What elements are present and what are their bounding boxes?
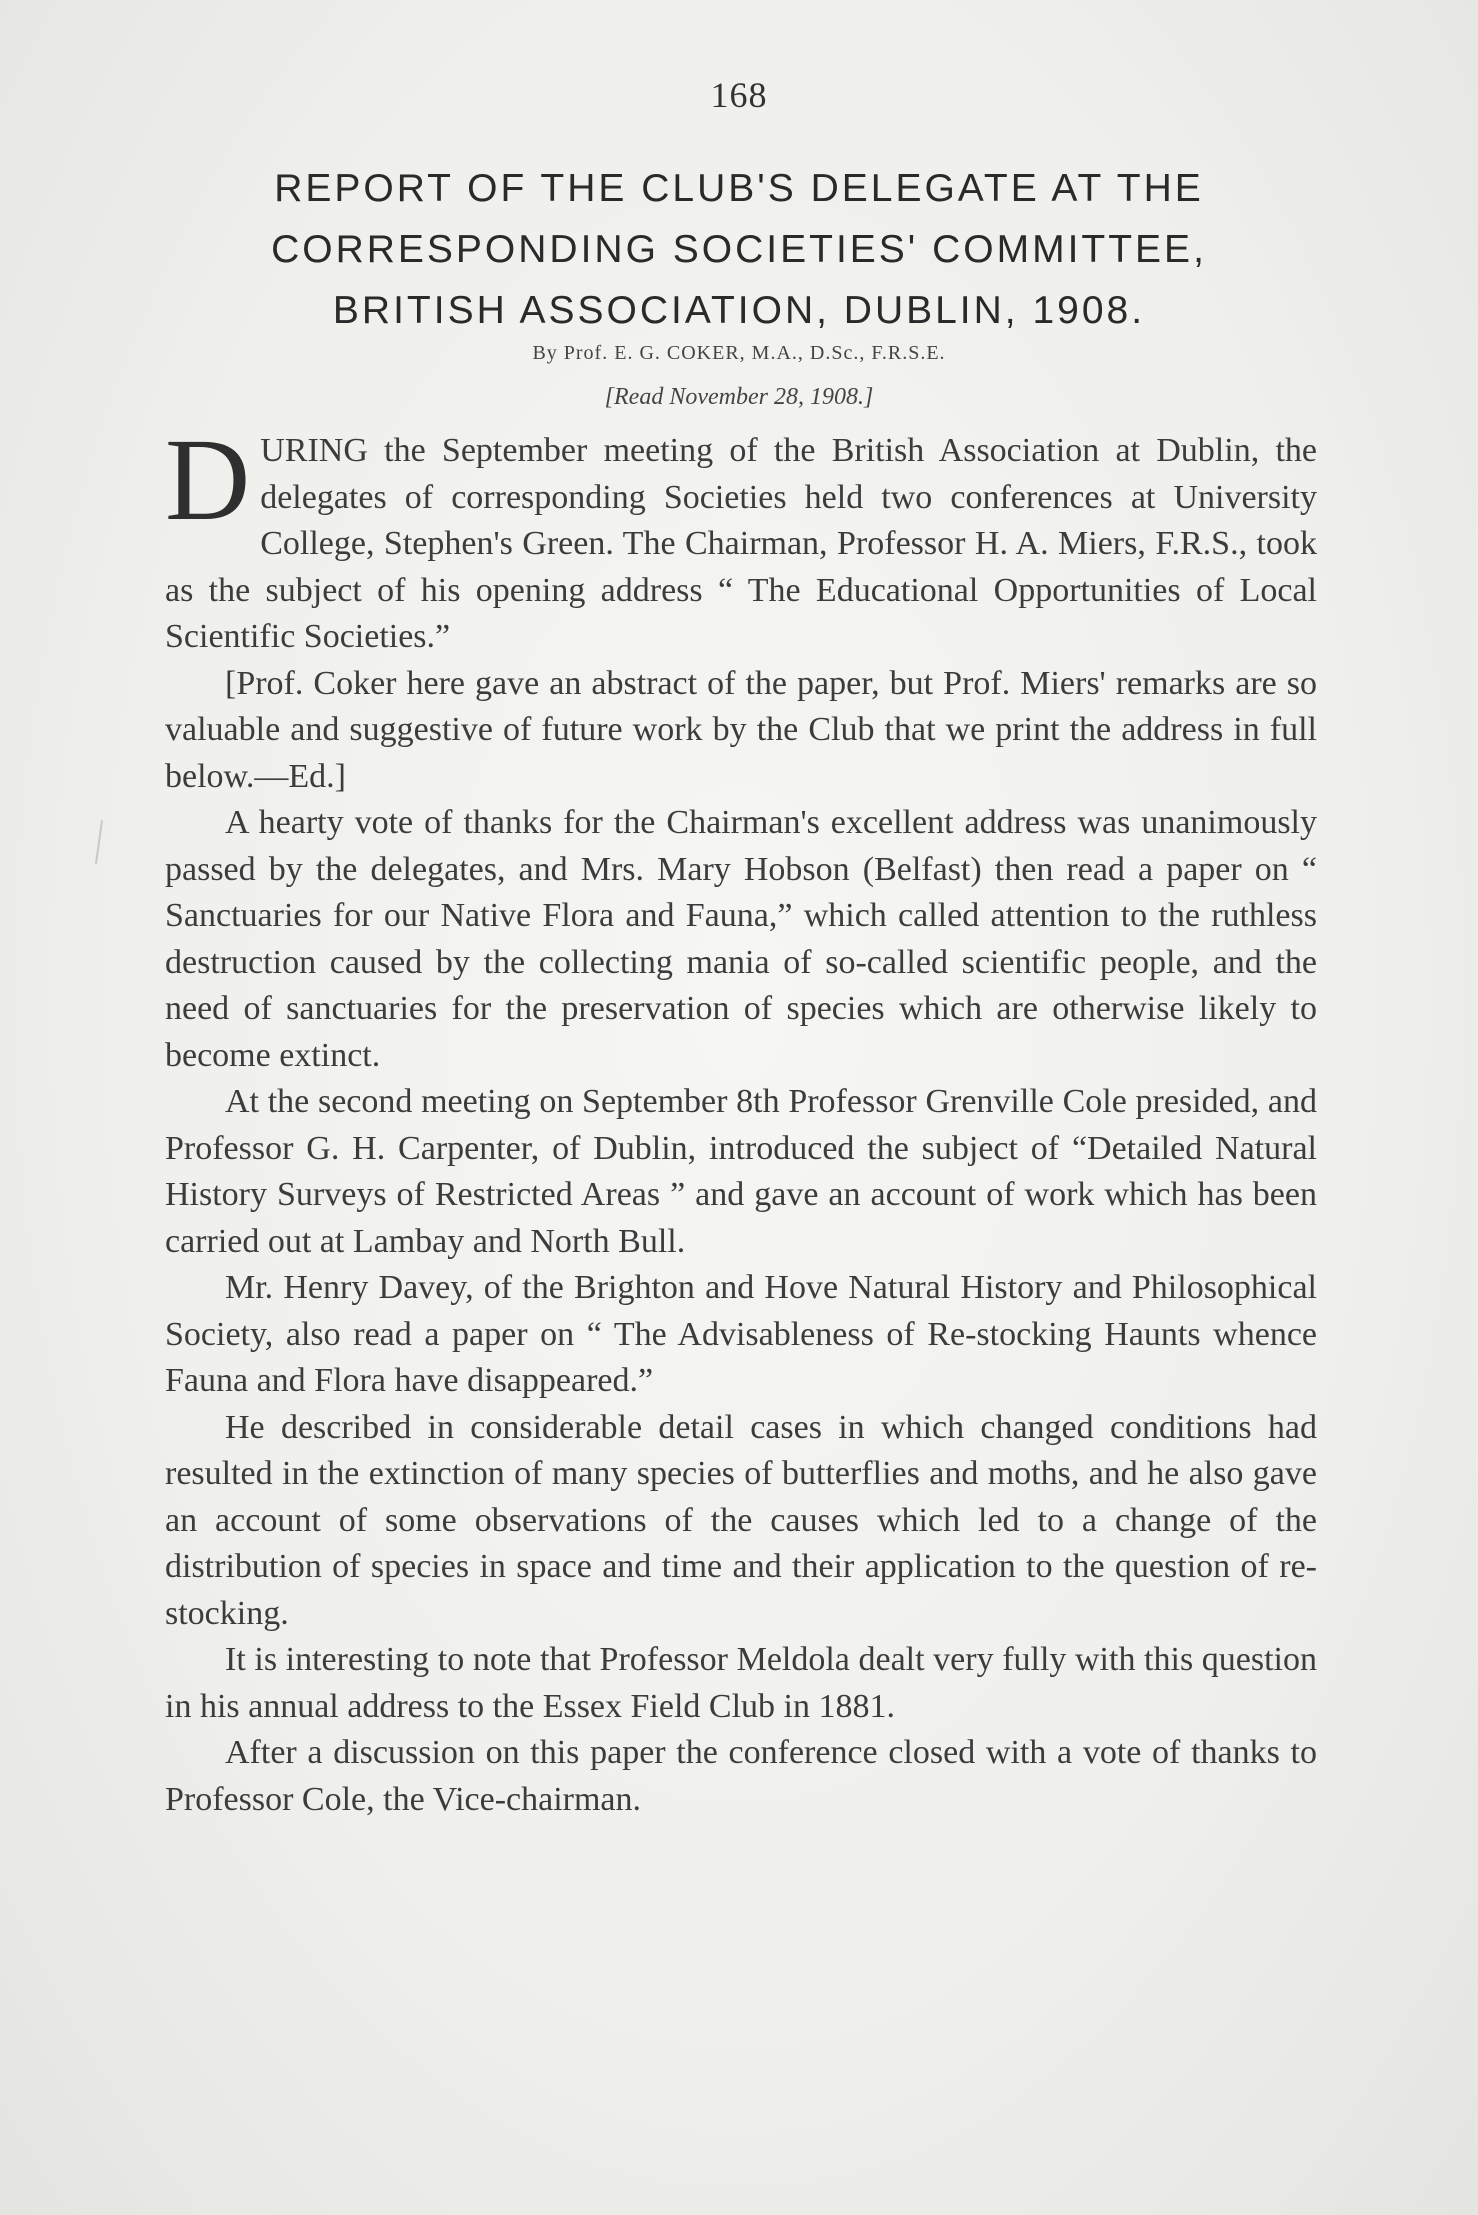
- paragraph-7: It is interesting to note that Professor Meldola dealt very fully with this question in his annual address to the Essex Field Club in 1881.: [165, 1641, 1317, 1725]
- paragraph-2: [Prof. Coker here gave an abstract of the paper, but Prof. Miers' remarks are so valuable and suggestive of future work by the Club that we print the address in full below.—Ed.]: [165, 664, 1317, 795]
- paragraph-4: At the second meeting on September 8th Professor Grenville Cole presided, and Professor G. H. Carpenter, of Dublin, introduced the subject of “Detailed Natural History Surveys of Restricted Areas ” and gave an account of work which has been carried out at Lambay and North Bull.: [165, 1083, 1317, 1260]
- paragraph-3: A hearty vote of thanks for the Chairman's excellent address was unanimously passed by the delegates, and Mrs. Mary Hobson (Belfast) then read a paper on “ Sanctuaries for our Native Flora and Fauna,” which called attention to the ruthless destruction caused by the collecting mania of so-called scientific people, and the need of sanctuaries for the preservation of species which are otherwise likely to become extinct.: [165, 804, 1317, 1074]
- drop-cap: D: [165, 414, 251, 545]
- title-line-1: REPORT OF THE CLUB'S DELEGATE AT THE: [274, 167, 1204, 210]
- article-body: [165, 414, 1317, 1823]
- paragraph-1: [165, 414, 1317, 661]
- paragraph-5: Mr. Henry Davey, of the Brighton and Hove Natural History and Philosophical Society, also read a paper on “ The Advisableness of Re-stocking Haunts whence Fauna and Flora have disappeared.”: [165, 1269, 1317, 1399]
- title-line-2: CORRESPONDING SOCIETIES' COMMITTEE,: [271, 228, 1207, 271]
- article-title: [150, 158, 1328, 341]
- author-byline: By Prof. E. G. COKER, M.A., D.Sc., F.R.S.E.: [532, 342, 946, 364]
- margin-mark: [95, 820, 103, 864]
- page-number: 168: [710, 75, 768, 115]
- title-line-3: BRITISH ASSOCIATION, DUBLIN, 1908.: [332, 289, 1146, 332]
- read-date: [Read November 28, 1908.]: [604, 384, 874, 410]
- paragraph-1-text: URING the September meeting of the British Association at Dublin, the delegates of corresponding Societies held two conferences at University College, Stephen's Green. The Chairman, Professor H. A. Miers, F.R.S., took as the subject of his opening address “ The Educational Opportunities of Local Scientific Societies.”: [165, 432, 1317, 655]
- paragraph-8: After a discussion on this paper the conference closed with a vote of thanks to Professor Cole, the Vice-chairman.: [165, 1734, 1317, 1818]
- paragraph-6: He described in considerable detail cases in which changed conditions had resulted in the extinction of many species of butterflies and moths, and he also gave an account of some observations of the causes which led to a change of the distribution of species in space and time and their application to the question of re-stocking.: [165, 1408, 1317, 1632]
